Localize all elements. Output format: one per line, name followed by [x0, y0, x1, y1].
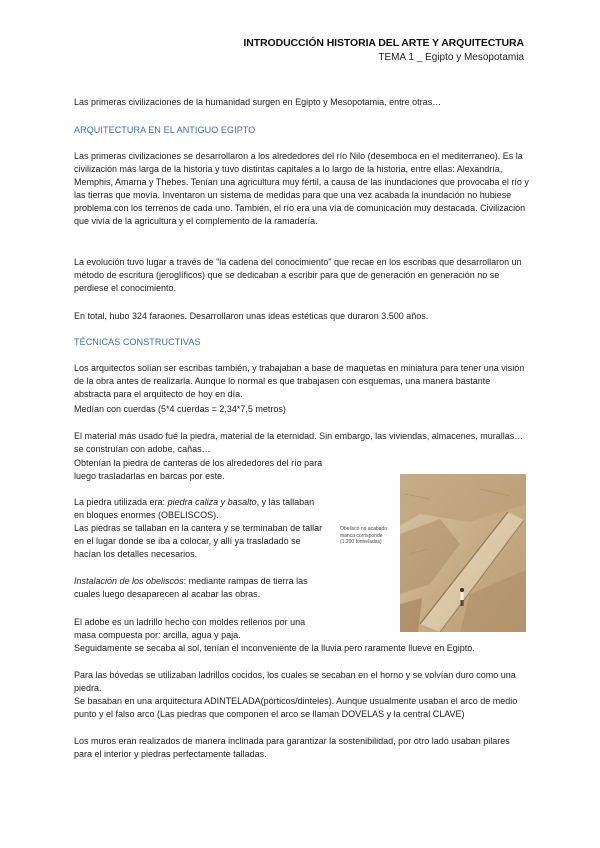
- section-heading-techniques: TÉCNICAS CONSTRUCTIVAS: [74, 337, 201, 347]
- paragraph-knowledge-chain: La evolución tuvo lugar a través de "la cadena del conocimiento" que recae en los escribas que desarrollaron un método de escritura (jeroglíficos) que se dedicaban a escribir para que de generación en generación no se perdiese el conocimiento.: [74, 257, 522, 294]
- section-heading-egypt-architecture: ARQUITECTURA EN EL ANTIGUO EGIPTO: [74, 125, 256, 135]
- obelisk-install-emphasis: Instalación de los obeliscos: [74, 576, 184, 586]
- paragraph-obelisk-install: [74, 575, 324, 601]
- document-subtitle: TEMA 1 _ Egipto y Mesopotamia: [378, 52, 524, 63]
- figure-caption: [340, 526, 398, 546]
- paragraph-sun-drying: Seguidamente se secaba al sol, tenían el inconveniente de la lluvia pero raramente llueve en Egipto.: [74, 643, 475, 653]
- paragraph-stone-material: El material más usado fué la piedra, material de la eternidad. Sin embargo, las viviendas, almacenes, murallas… se construían con adobe, cañas…: [74, 431, 524, 455]
- obelisk-install-tail: : mediante rampas de tierra las cuales luego desaparecen al acabar las obras.: [74, 576, 308, 600]
- figure-caption-line: Obelisco no acabado: [340, 526, 387, 532]
- paragraph-architects: Los arquitectos solían ser escribas también, y trabajaban a base de maquetas en miniatura para tener una visión de la obra antes de realizarla. Aunque lo normal es que trabajasen con esquemas, una manera bastante abstracta para el arquitecto de hoy en día.: [74, 363, 525, 400]
- paragraph-stone-type: [74, 496, 324, 522]
- intro-paragraph: Las primeras civilizaciones de la humanidad surgen en Egipto y Mesopotamia, entre otras…: [74, 97, 442, 107]
- quarry-image: [400, 474, 526, 632]
- paragraph-nile: Las primeras civilizaciones se desarrollaron a los alrededores del río Nilo (desemboca en el mediterraneo). Es la civilización más larga de la historia y tuvo distintas capitales a lo largo de la historia, entre ellas: Alexandría, Memphis, Amarna y Thebes. Tenían una agricultura muy fértil, a causa de las inundaciones que provocaba el río y las tierras que movía. Inventaron un sistema de medidas para que una vez acabada la inundación no hubiese problema con los terrenos de cada uno. También, el río era una vía de comunicación muy destacada. Civilización que vivía de la agricultura y el complemento de la ramadería.: [74, 151, 529, 227]
- paragraph-vaults: Para las bóvedas se utilizaban ladrillos cocidos, los cuales se secaban en el horno y se volvían duro como una piedra.: [74, 670, 516, 694]
- paragraph-pharaohs: En total, hubo 324 faraones. Desarrollaron unas ideas estéticas que duraron 3.500 años.: [74, 311, 429, 321]
- figure-caption-line: manca corrisponde: [340, 532, 383, 539]
- stone-type-tail: , y las tallaban en bloques enormes (OBELISCOS).: [74, 497, 315, 521]
- stone-type-lead: La piedra utilizada era:: [74, 497, 168, 507]
- unfinished-obelisk-photo: [400, 474, 526, 632]
- paragraph-quarries: Obtenían la piedra de canteras de los alrededores del río para luego trasladarlas en barcas por este.: [74, 458, 323, 482]
- document-title: INTRODUCCIÓN HISTORIA DEL ARTE Y ARQUITECTURA: [243, 37, 524, 49]
- paragraph-adobe: El adobe es un ladrillo hecho con moldes rellenos por una masa compuesta por: arcilla, agua y paja.: [74, 617, 306, 641]
- paragraph-carving: Las piedras se tallaban en la cantera y se terminaban de tallar en el lugar donde se iba a colocar, y allí ya trasladado se hacían los detalles necesarios.: [74, 523, 323, 560]
- paragraph-walls: Los muros eran realizados de manera inclinada para garantizar la sostenibilidad, por otro lado usaban pilares para el interior y piedras perfectamente talladas.: [74, 736, 510, 760]
- paragraph-measures: Medían con cuerdas (5*4 cuerdas = 2,34*7,5 metros): [74, 404, 286, 414]
- paragraph-lintel: Se basaban en una arquitectura ADINTELADA(pórticos/dinteles). Aunque usualmente usaban el arco de medio punto y el falso arco (Las piedras que componen el arco se llaman DOVELAS y la central CLAVE): [74, 696, 518, 720]
- stone-type-emphasis: piedra caliza y basalto: [167, 497, 257, 507]
- figure-caption-line: (1.200 tonneladas): [340, 539, 382, 545]
